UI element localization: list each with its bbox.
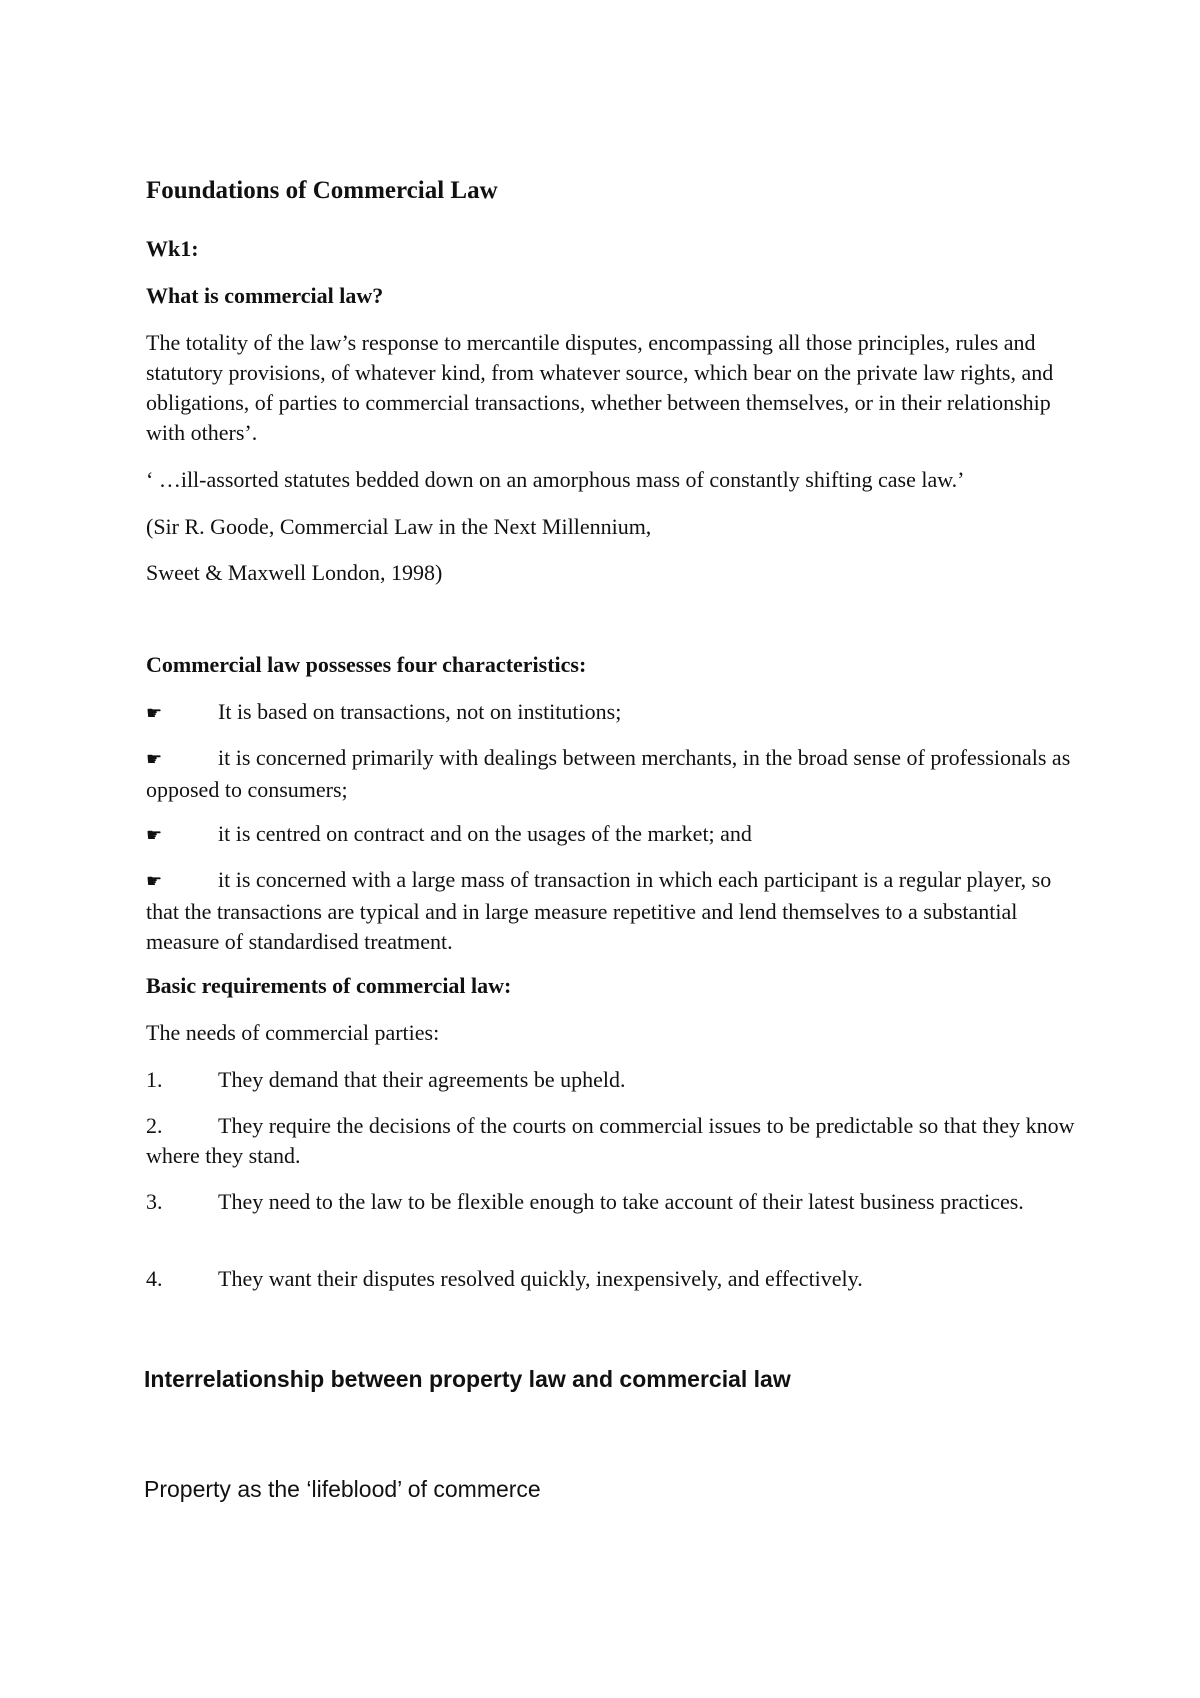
needs-number: 1. [146, 1067, 163, 1092]
bullet-item [146, 865, 1076, 957]
bullet-text: it is concerned primarily with dealings between merchants, in the broad sense of professionals as opposed to consumers; [146, 745, 1071, 802]
bullet-text: It is based on transactions, not on institutions; [218, 699, 622, 724]
needs-text: They want their disputes resolved quickly, inexpensively, and effectively. [218, 1266, 863, 1291]
week-label: Wk1: [146, 236, 199, 261]
interrelationship-heading: Interrelationship between property law and commercial law [144, 1366, 791, 1392]
bullet-item [146, 743, 1076, 805]
bullet-text: it is concerned with a large mass of transaction in which each participant is a regular player, so that the transactions are typical and in large measure repetitive and lend themselves to a substantial measure of standardised treatment. [146, 867, 1052, 954]
needs-item [146, 1264, 1076, 1294]
bullet-item [146, 819, 1076, 851]
needs-text: They demand that their agreements be upheld. [218, 1067, 626, 1092]
needs-intro: The needs of commercial parties: [146, 1020, 440, 1045]
needs-item [146, 1065, 1076, 1095]
quote-paragraph: ‘ …ill-assorted statutes bedded down on an amorphous mass of constantly shifting case law.’ [146, 467, 965, 492]
citation-line-2: Sweet & Maxwell London, 1998) [146, 560, 443, 585]
bullet-text: it is centred on contract and on the usages of the market; and [218, 821, 752, 846]
requirements-heading: Basic requirements of commercial law: [146, 973, 512, 998]
needs-text: They need to the law to be flexible enough to take account of their latest business practices. [218, 1189, 1024, 1214]
bullet-item [146, 697, 1076, 729]
pointing-hand-icon: ☛ [146, 871, 163, 892]
pointing-hand-icon: ☛ [146, 703, 163, 724]
property-line: Property as the ‘lifeblood’ of commerce [144, 1476, 541, 1502]
needs-number: 3. [146, 1189, 163, 1214]
needs-number: 2. [146, 1113, 163, 1138]
needs-item [146, 1111, 1076, 1171]
citation-line-1: (Sir R. Goode, Commercial Law in the Next Millennium, [146, 514, 652, 539]
characteristics-heading: Commercial law possesses four characteristics: [146, 652, 587, 677]
needs-number: 4. [146, 1266, 163, 1291]
question-heading: What is commercial law? [146, 283, 384, 308]
needs-text: They require the decisions of the courts on commercial issues to be predictable so that they know where they stand. [146, 1113, 1075, 1168]
pointing-hand-icon: ☛ [146, 749, 163, 770]
definition-paragraph: The totality of the law’s response to mercantile disputes, encompassing all those principles, rules and statutory provisions, of whatever kind, from whatever source, which bear on the private law rights, and obligations, of parties to commercial transactions, whether between themselves, or in their relationship with others’. [146, 330, 1054, 445]
document-title: Foundations of Commercial Law [146, 177, 498, 204]
needs-item [146, 1187, 1076, 1217]
pointing-hand-icon: ☛ [146, 825, 163, 846]
